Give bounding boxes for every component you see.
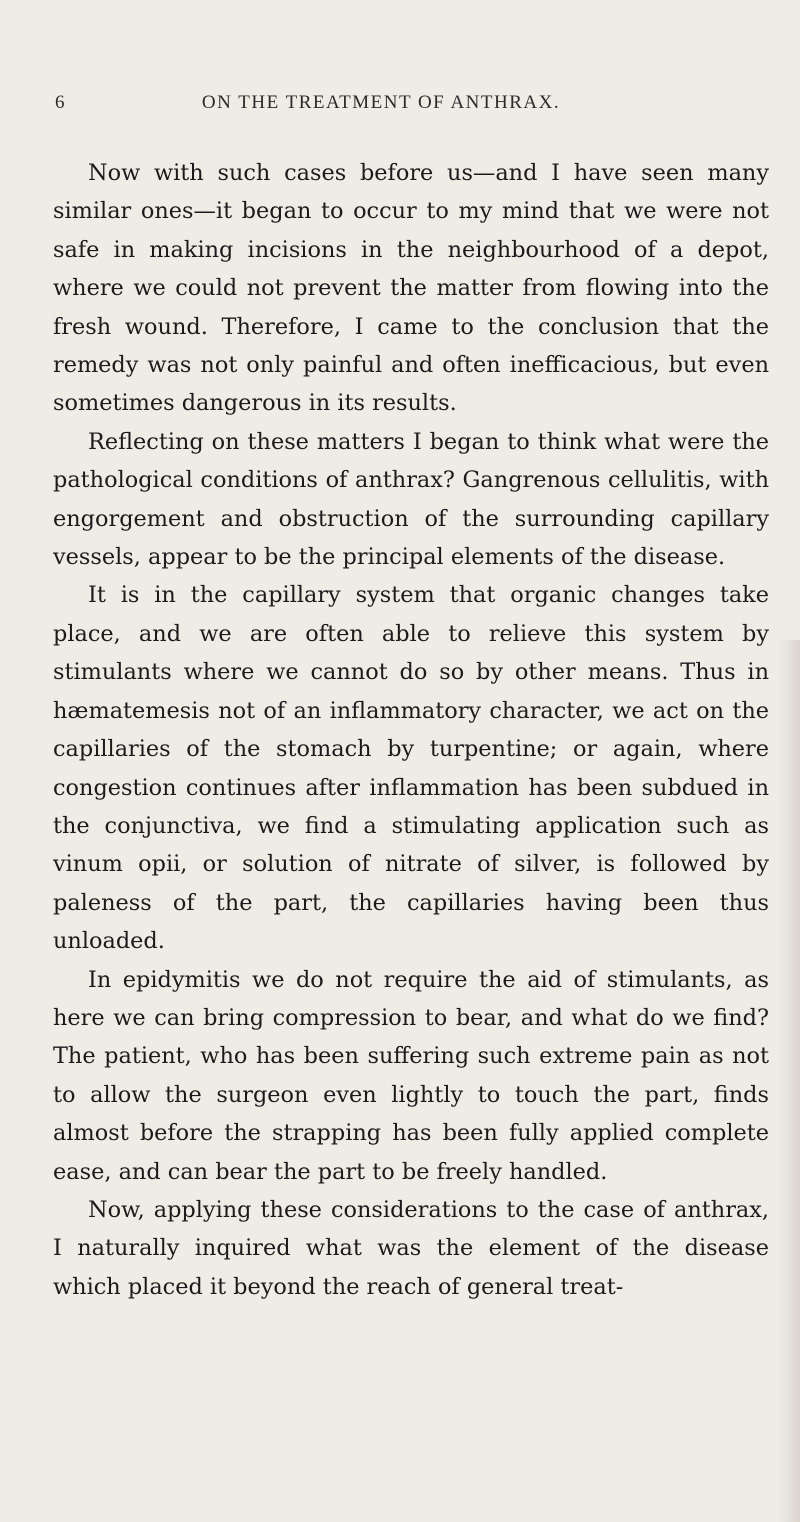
running-head (55, 92, 665, 122)
paragraph-1: Now with such cases before us—and I have seen many similar ones—it began to occur to my mind that we were not safe in making incisions in the neighbourhood of a depot, where we could not prevent the matter from flowing into the fresh wound. Therefore, I came to the conclusion that the remedy was not only painful and often inefficacious, but even sometimes dangerous in its results. (53, 160, 769, 417)
paragraph-5: Now, applying these considerations to the case of anthrax, I naturally inquired what was the element of the disease which placed it beyond the reach of general treat- (53, 1196, 769, 1300)
paragraph-3: It is in the capillary system that organic changes take place, and we are often able to relieve this system by stimulants where we cannot do so by other means. Thus in hæmatemesis not of an inflammatory character, we act on the capillaries of the stomach by turpentine; or again, where congestion continues after inflammation has been subdued in the conjunctiva, we find a stimulating application such as vinum opii, or solution of nitrate of silver, is followed by paleness of the part, the capillaries having been thus unloaded. (53, 582, 769, 955)
paragraph-2: Reflecting on these matters I began to think what were the pathological conditions of anthrax? Gangrenous cellulitis, with engorgement and obstruction of the surrounding capillary vessels, appear to be the principal elements of the disease. (53, 428, 769, 571)
running-title: ON THE TREATMENT OF ANTHRAX. (201, 92, 561, 113)
page-number: 6 (55, 92, 66, 113)
page-edge-shadow (778, 640, 800, 1522)
body-text (53, 154, 769, 1306)
paragraph-4: In epidymitis we do not require the aid of stimulants, as here we can bring compression to bear, and what do we find? The patient, who has been suffering such extreme pain as not to allow the surgeon even lightly to touch the part, finds almost before the strapping has been fully applied complete ease, and can bear the part to be freely handled. (53, 966, 769, 1185)
